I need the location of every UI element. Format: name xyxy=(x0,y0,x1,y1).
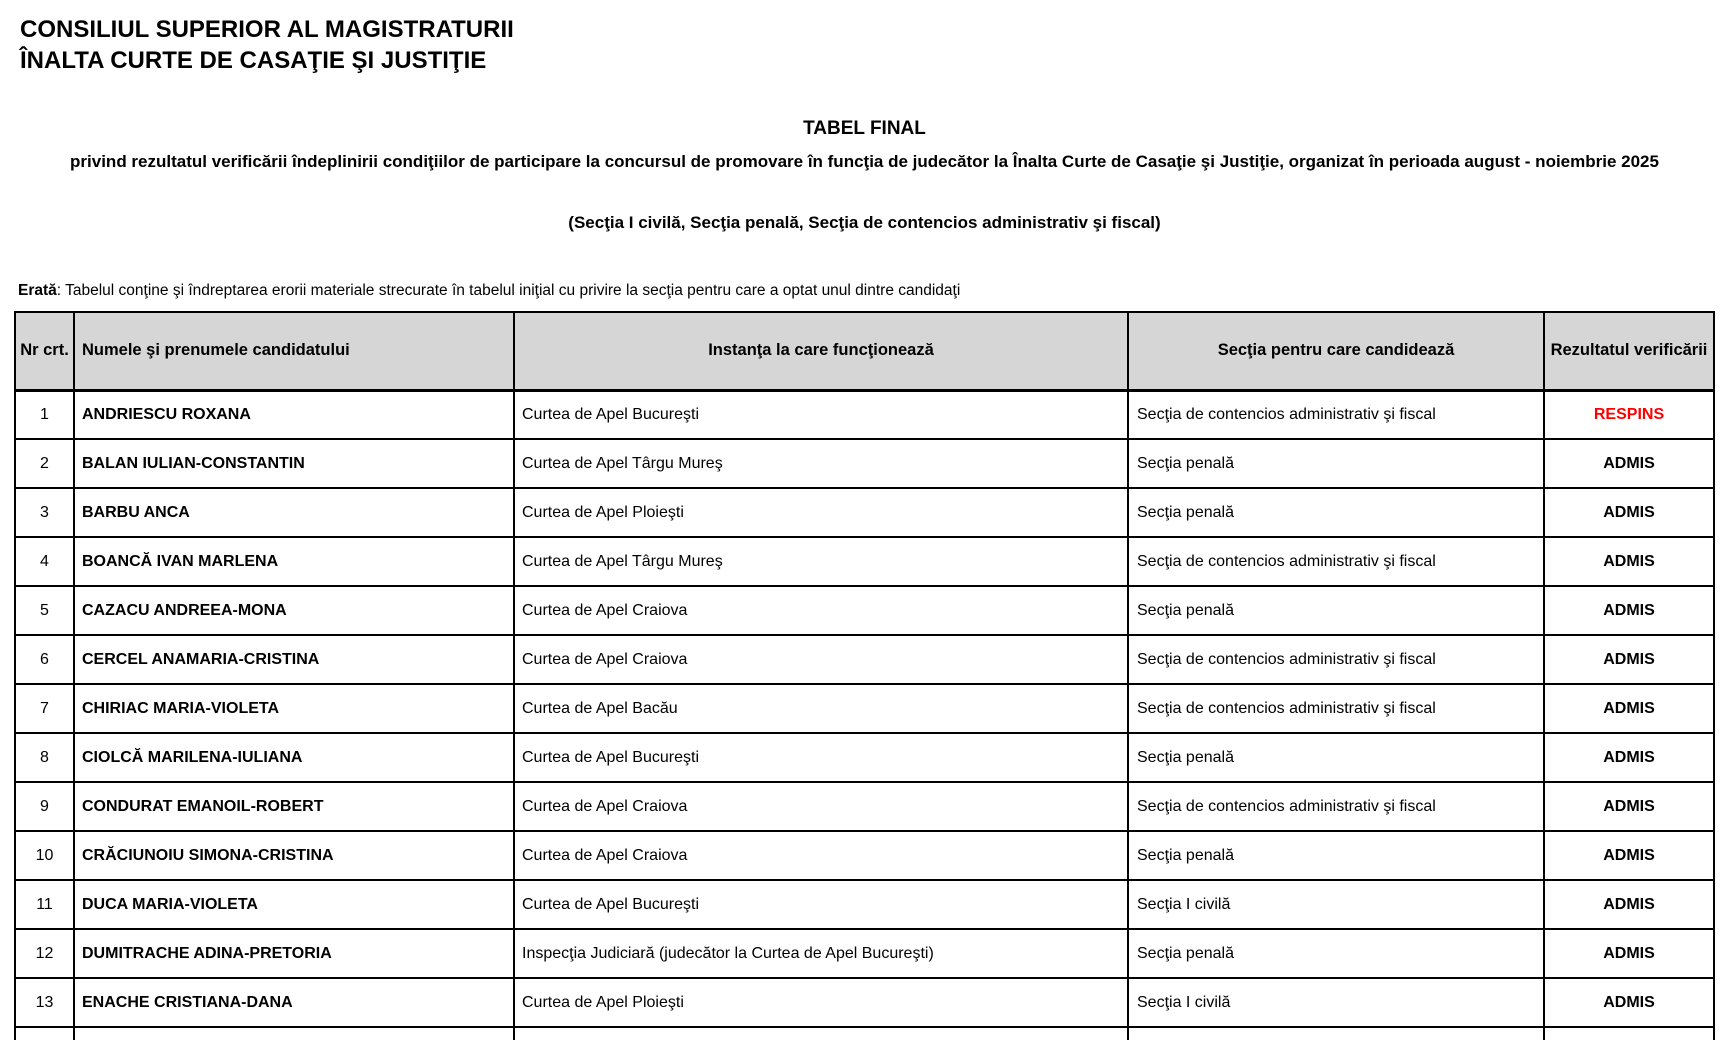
cell-result xyxy=(1544,1027,1714,1040)
cell-section: Secţia penală xyxy=(1128,586,1544,635)
cell-nr: 6 xyxy=(15,635,74,684)
cell-section: Secţia de contencios administrativ şi fiscal xyxy=(1128,684,1544,733)
cell-result: ADMIS xyxy=(1544,586,1714,635)
table-row xyxy=(15,586,1714,635)
cell-name: BOANCĂ IVAN MARLENA xyxy=(74,537,514,586)
table-row xyxy=(15,831,1714,880)
cell-nr: 3 xyxy=(15,488,74,537)
table-header-row xyxy=(15,312,1714,390)
table-row xyxy=(15,439,1714,488)
cell-name: CONDURAT EMANOIL-ROBERT xyxy=(74,782,514,831)
cell-result: ADMIS xyxy=(1544,684,1714,733)
cell-court: Curtea de Apel Craiova xyxy=(514,586,1128,635)
cell-nr: 2 xyxy=(15,439,74,488)
cell-court: Curtea de Apel Bucureşti xyxy=(514,733,1128,782)
cell-result: ADMIS xyxy=(1544,635,1714,684)
cell-result: ADMIS xyxy=(1544,978,1714,1027)
cell-name: CRĂCIUNOIU SIMONA-CRISTINA xyxy=(74,831,514,880)
cell-court: Inspecţia Judiciară (judecător la Curtea de Apel Bucureşti) xyxy=(514,929,1128,978)
cell-section: Secţia penală xyxy=(1128,929,1544,978)
table-row xyxy=(15,684,1714,733)
cell-section: Secţia de contencios administrativ şi fiscal xyxy=(1128,390,1544,439)
org-header xyxy=(20,14,514,76)
cell-result: ADMIS xyxy=(1544,782,1714,831)
cell-result: ADMIS xyxy=(1544,439,1714,488)
cell-nr: 10 xyxy=(15,831,74,880)
table-row xyxy=(15,537,1714,586)
cell-name: BALAN IULIAN-CONSTANTIN xyxy=(74,439,514,488)
errata-line xyxy=(18,282,960,300)
cell-nr: 1 xyxy=(15,390,74,439)
cell-court: Curtea de Apel Craiova xyxy=(514,635,1128,684)
cell-court: Curtea de Apel Bucureşti xyxy=(514,880,1128,929)
cell-section: Secţia penală xyxy=(1128,488,1544,537)
cell-section: Secţia I civilă xyxy=(1128,880,1544,929)
table-row xyxy=(15,880,1714,929)
cell-court: Curtea de Apel Bucureşti xyxy=(514,390,1128,439)
cell-result: ADMIS xyxy=(1544,880,1714,929)
cell-nr: 13 xyxy=(15,978,74,1027)
cell-section: Secţia de contencios administrativ şi fiscal xyxy=(1128,537,1544,586)
cell-nr: 4 xyxy=(15,537,74,586)
org-line1: CONSILIUL SUPERIOR AL MAGISTRATURII xyxy=(20,16,514,43)
cell-court xyxy=(514,1027,1128,1040)
cell-result: RESPINS xyxy=(1544,390,1714,439)
cell-nr xyxy=(15,1027,74,1040)
cell-court: Curtea de Apel Craiova xyxy=(514,831,1128,880)
cell-name: CHIRIAC MARIA-VIOLETA xyxy=(74,684,514,733)
cell-section: Secţia de contencios administrativ şi fiscal xyxy=(1128,635,1544,684)
cell-name: CAZACU ANDREEA-MONA xyxy=(74,586,514,635)
cell-nr: 11 xyxy=(15,880,74,929)
header-nr: Nr crt. xyxy=(15,312,74,390)
cell-result: ADMIS xyxy=(1544,831,1714,880)
cell-court: Curtea de Apel Ploieşti xyxy=(514,978,1128,1027)
errata-text: : Tabelul conţine şi îndreptarea erorii materiale strecurate în tabelul iniţial cu privire la secţia pentru care a optat unul dintre candidaţi xyxy=(56,282,961,299)
cell-nr: 5 xyxy=(15,586,74,635)
header-court: Instanţa la care funcţionează xyxy=(514,312,1128,390)
header-section: Secţia pentru care candidează xyxy=(1128,312,1544,390)
table-row xyxy=(15,1027,1714,1040)
cell-section: Secţia penală xyxy=(1128,733,1544,782)
cell-court: Curtea de Apel Târgu Mureş xyxy=(514,537,1128,586)
results-table-container xyxy=(14,311,1719,1040)
table-row xyxy=(15,978,1714,1027)
cell-court: Curtea de Apel Bacău xyxy=(514,684,1128,733)
results-table xyxy=(14,311,1715,1040)
cell-court: Curtea de Apel Craiova xyxy=(514,782,1128,831)
cell-nr: 12 xyxy=(15,929,74,978)
cell-section: Secţia penală xyxy=(1128,439,1544,488)
cell-name: CIOLCĂ MARILENA-IULIANA xyxy=(74,733,514,782)
cell-nr: 7 xyxy=(15,684,74,733)
cell-section: Secţia de contencios administrativ şi fiscal xyxy=(1128,782,1544,831)
cell-section: Secţia penală xyxy=(1128,831,1544,880)
header-name: Numele şi prenumele candidatului xyxy=(74,312,514,390)
cell-name: CERCEL ANAMARIA-CRISTINA xyxy=(74,635,514,684)
table-row xyxy=(15,733,1714,782)
sections-note: (Secţia I civilă, Secţia penală, Secţia de contencios administrativ şi fiscal) xyxy=(568,213,1161,232)
cell-court: Curtea de Apel Ploieşti xyxy=(514,488,1128,537)
table-row xyxy=(15,390,1714,439)
cell-name: DUCA MARIA-VIOLETA xyxy=(74,880,514,929)
page-title: TABEL FINAL xyxy=(803,118,926,139)
table-row xyxy=(15,635,1714,684)
cell-nr: 9 xyxy=(15,782,74,831)
table-row xyxy=(15,782,1714,831)
cell-result: ADMIS xyxy=(1544,929,1714,978)
cell-nr: 8 xyxy=(15,733,74,782)
cell-name: ENACHE CRISTIANA-DANA xyxy=(74,978,514,1027)
cell-name: DUMITRACHE ADINA-PRETORIA xyxy=(74,929,514,978)
table-row xyxy=(15,488,1714,537)
cell-result: ADMIS xyxy=(1544,488,1714,537)
page-subtitle: privind rezultatul verificării îndeplinirii condiţiilor de participare la concursul de promovare în funcţia de judecător la Înalta Curte de Casaţie şi Justiţie, organizat în perioada august - noiembrie 2025 xyxy=(70,152,1659,171)
cell-section xyxy=(1128,1027,1544,1040)
cell-name: ANDRIESCU ROXANA xyxy=(74,390,514,439)
table-body xyxy=(15,390,1714,1040)
cell-name xyxy=(74,1027,514,1040)
cell-name: BARBU ANCA xyxy=(74,488,514,537)
cell-court: Curtea de Apel Târgu Mureş xyxy=(514,439,1128,488)
errata-label: Erată xyxy=(18,282,57,299)
org-line2: ÎNALTA CURTE DE CASAŢIE ŞI JUSTIŢIE xyxy=(20,47,487,74)
table-row xyxy=(15,929,1714,978)
cell-section: Secţia I civilă xyxy=(1128,978,1544,1027)
header-result: Rezultatul verificării xyxy=(1544,312,1714,390)
cell-result: ADMIS xyxy=(1544,537,1714,586)
cell-result: ADMIS xyxy=(1544,733,1714,782)
